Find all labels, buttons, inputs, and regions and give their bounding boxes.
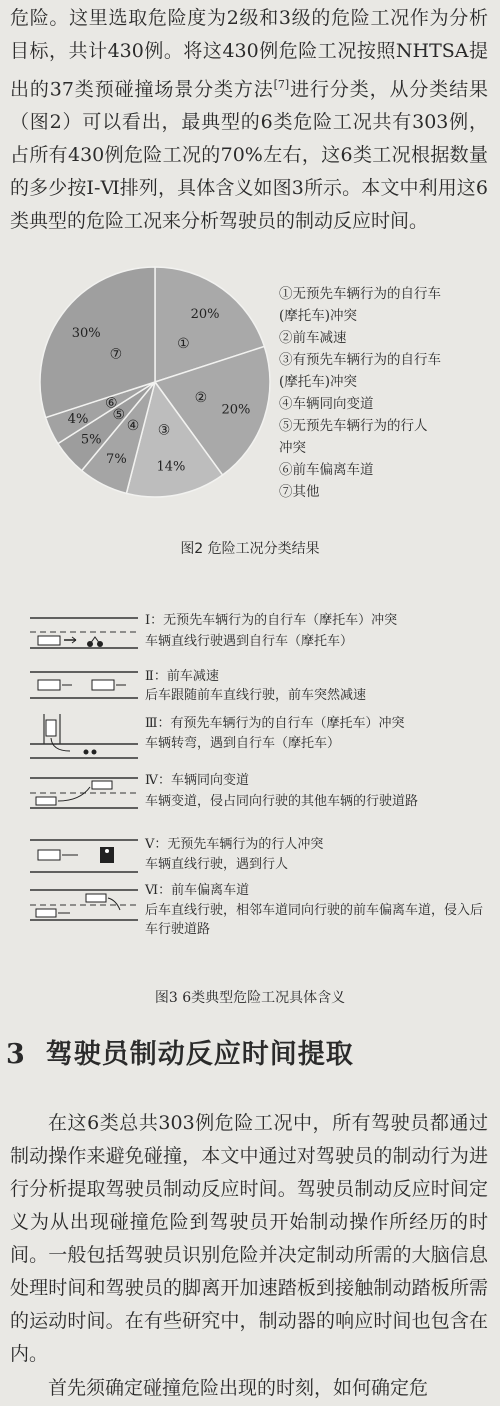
scenario-6-icon	[30, 886, 138, 924]
scenario-1-desc: 车辆直线行驶遇到自行车（摩托车）	[145, 634, 354, 649]
pie-slice-marker-6: ⑥	[105, 395, 118, 412]
paragraph-continued: 首先须确定碰撞危险出现的时刻，如何确定危	[48, 1377, 429, 1399]
scenario-2	[0, 666, 500, 706]
paragraph-body: 在这6类总共303例危险工况中，所有驾驶员都通过制动操作来避免碰撞，本文中通过对驾驶员的制动行为进行分析提取驾驶员制动反应时间。驾驶员制动反应时间定义为从出现碰撞危险到驾驶员开始制动操作所经历的时间。一般包括驾驶员识别危险并决定制动所需的大脑信息处理时间和驾驶员的脚离开加速踏板到接触制动踏板所需的运动时间。在有些研究中，制动器的响应时间也包含在内。	[10, 1112, 488, 1365]
pie-slice-marker-3: ③	[157, 422, 171, 439]
section-heading	[6, 1032, 354, 1071]
pie-slice-label-7: 30%	[71, 325, 101, 341]
scenario-5-desc: 车辆直线行驶，遇到行人	[145, 857, 289, 872]
pie-legend-line-8: 冲突	[279, 440, 306, 456]
pie-chart	[30, 264, 280, 504]
pie-legend-line-4: ③有预先车辆行为的自行车	[279, 352, 441, 368]
pie-legend-line-6: ④车辆同向变道	[279, 396, 374, 412]
scenario-1-title: Ⅰ：无预先车辆行为的自行车（摩托车）冲突	[145, 613, 398, 628]
pie-legend-line-5: (摩托车)冲突	[279, 374, 358, 390]
scenario-5	[0, 832, 500, 878]
pie-slice-marker-5: ⑤	[112, 406, 126, 423]
scenario-2-desc: 后车跟随前车直线行驶，前车突然减速	[145, 688, 367, 703]
scenario-5-icon	[30, 834, 138, 876]
section-title: 驾驶员制动反应时间提取	[45, 1039, 354, 1070]
scenario-6-title: Ⅵ：前车偏离车道	[145, 883, 250, 898]
pie-slice-label-4: 7%	[106, 451, 127, 467]
pie-legend-line-9: ⑥前车偏离车道	[279, 462, 374, 478]
pie-slice-marker-7: ⑦	[109, 346, 123, 363]
scenario-1	[0, 604, 500, 654]
figure-2-caption: 图2 危险工况分类结果	[180, 541, 320, 557]
pie-legend-line-10: ⑦其他	[279, 484, 320, 500]
pie-legend	[279, 283, 494, 503]
scenario-3-icon	[30, 714, 138, 762]
pie-slice-label-3: 14%	[156, 459, 186, 475]
scenario-3	[0, 712, 500, 764]
scenario-6-desc: 后车直线行驶，相邻车道同向行驶的前车偏离车道，侵入后车行驶道路	[145, 903, 484, 937]
scenario-4-desc: 车辆变道，侵占同向行驶的其他车辆的行驶道路	[145, 794, 419, 809]
pie-slice-label-6: 4%	[67, 412, 89, 428]
paragraph-intro	[10, 2, 488, 238]
scenario-5-title: Ⅴ：无预先车辆行为的行人冲突	[145, 837, 324, 852]
scenario-4	[0, 770, 500, 814]
citation-ref[interactable]: [7]	[273, 78, 290, 91]
scenario-3-desc: 车辆转弯，遇到自行车（摩托车）	[145, 736, 341, 751]
scenario-2-icon	[30, 668, 138, 704]
figure-3-caption: 图3 6类典型危险工况具体含义	[154, 990, 346, 1006]
scenario-4-title: Ⅳ：车辆同向变道	[145, 773, 249, 788]
pie-slice-label-2: 20%	[221, 402, 251, 418]
scenario-3-title: Ⅲ：有预先车辆行为的自行车（摩托车）冲突	[145, 716, 405, 731]
pie-slice-marker-4: ④	[126, 418, 140, 435]
pie-legend-line-2: (摩托车)冲突	[279, 308, 358, 324]
pie-slice-marker-1: ①	[177, 335, 190, 352]
pie-slice-label-1: 20%	[190, 307, 220, 323]
pie-legend-line-7: ⑤无预先车辆行为的行人	[279, 418, 428, 434]
scenario-6	[0, 880, 500, 950]
paragraph-intro-part1: 危险。这里选取危险度为2级和3级的危险工况作为分析目标，共计430例。将这430例危险工况按照NHTSA提出的37类预碰撞场景分类方法	[10, 7, 488, 101]
pie-legend-line-1: ①无预先车辆行为的自行车	[279, 286, 441, 302]
pie-slice-label-5: 5%	[80, 432, 102, 448]
pie-legend-line-3: ②前车减速	[279, 330, 347, 346]
scenario-1-icon	[30, 608, 138, 652]
scenario-2-title: Ⅱ：前车减速	[145, 669, 219, 684]
section-number: 3	[6, 1039, 26, 1070]
pie-slice-marker-2: ②	[194, 389, 208, 406]
scenario-4-icon	[30, 772, 138, 812]
paragraph-intro-part2: 进行分类，从分类结果（图2）可以看出，最典型的6类危险工况共有303例，占所有430例危险工况的70%左右，这6类工况根据数量的多少按Ⅰ-Ⅵ排列，具体含义如图3所示。本文中利用这6类典型的危险工况来分析驾驶员的制动反应时间。	[10, 78, 488, 233]
